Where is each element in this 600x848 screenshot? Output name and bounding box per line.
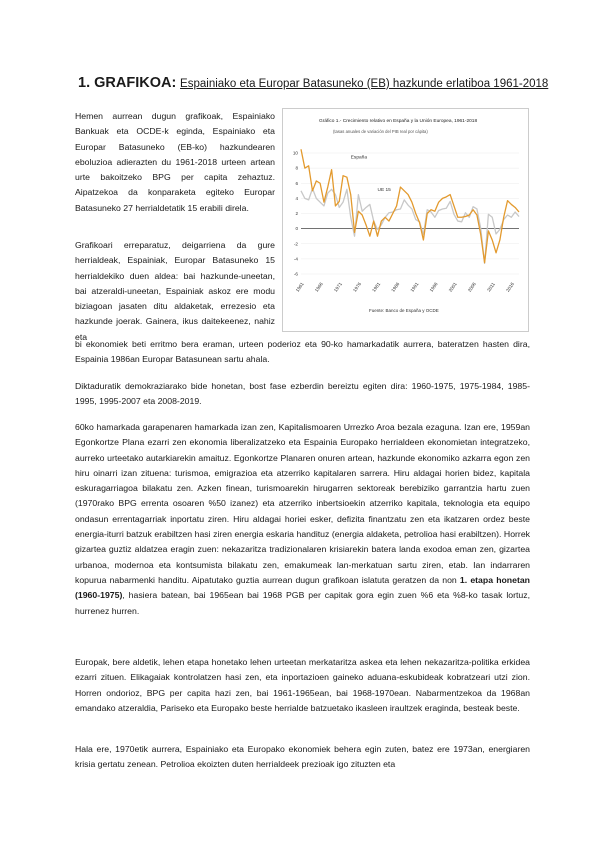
paragraph-intro: Hemen aurrean dugun grafikoak, Espainiako Bankuak eta OCDE-k eginda, Espainiako eta Europar Batasuneko (EB-ko) hazkundearen eboluzioa adierazten du 1961-2018 urteen artean urte bakoitzeko BPG per capita zehaztuz. Aipatzekoa da konparaketa egiteko Europar Batasuneko 27 herrialdetatik 15 erabili direla. (75, 111, 275, 213)
growth-chart-svg (283, 109, 528, 331)
sixties-text-start: 60ko hamarkada garapenaren hamarkada izan zen, Kapitalismoaren Urrezko Aroa bezala ezaguna. Izan ere, 1959an Egonkortze Plana ezarri zen ekonomia liberalizatzeko eta Espainia Europako herrialdeen ekonomietan integratzeko, aurreko urteetako autarkiarekin amaituz. Egonkortze Planaren onuren artean, hazkunde ekonomiko azkarra egon zen hiru oinarri izan zituena: turismoa, emigrazioa eta atzerriko kapitalaren sarrera. Hiru aldagai horien bidez, kapitala eskuragarriagoa bilakatu zen. Azken finean, turismoarekin hirugarren sektoreak berebiziko garrantzia hartu zuen (1970rako BPG errenta osoaren %50 izanez) eta atzerriko inbertsioekin atzerriko kapitala, teknologia eta equipo ondasun errentagarriak inportatu ziren. Hiru aldagai horiei esker, defizita finantzatu zen eta ikatzaren ordez beste energia-iturri batzuk erabiltzen hasi ziren energia eskaria handituz (energia aldaketa, petrolioa hasi erabiltzen). Horrek gizartea guztiz aldatzea eragin zuen: nekazaritza tradizionalaren krisiarekin batera landa exodoa eman zen, gizartea urbanoa, modernoa eta kontsumista bilakatu zen, emakumeak lan-merkatuan sartu ziren, etab. Ian indarraren kopurua nabarmenki handitu. Aipatutako guztia aurrean dugun grafikoan islatuta geratzen da non (75, 422, 530, 585)
x-tick-label: 1986 (390, 281, 401, 293)
y-tick-label: 8 (295, 165, 298, 171)
x-tick-label: 1976 (352, 281, 363, 293)
growth-chart (282, 108, 529, 332)
x-tick-label: 1971 (333, 281, 343, 293)
x-tick-label: 2006 (466, 281, 477, 293)
x-tick-label: 1961 (294, 281, 305, 293)
chart-subtitle: (tasas anuales de variación del PIB real por cápita) (333, 129, 428, 134)
y-tick-label: 0 (295, 226, 298, 232)
figure-subtitle: Espainiako eta Europar Batasuneko (EB) hazkunde erlatiboa 1961-2018 (180, 78, 549, 90)
x-tick-label: 2011 (486, 281, 496, 293)
series-line (301, 149, 519, 262)
figure-number: 1. GRAFIKOA: (78, 75, 177, 91)
x-tick-label: 2001 (447, 281, 458, 293)
x-tick-label: 1981 (371, 281, 382, 293)
y-tick-label: 2 (295, 211, 298, 217)
chart-title: Gráfico 1.- Crecimiento relativo en España y la Unión Europea, 1961-2018 (319, 119, 478, 124)
y-tick-label: -6 (293, 271, 298, 277)
paragraph-comparison: Grafikoari erreparatuz, deigarriena da gure herrialdeak, Espainiak, Europar Batasuneko 15 herrialdekiko duen aldea: bai hazkunde-uneetan, bai atzeraldi-uneetan, Espainiak askoz ere modu biziagoan jasaten ditu aldaketak, errezesio eta hazkunde joerak. Gainera, ikus daitekeenez, nahiz eta (75, 240, 275, 342)
chart-source: Fuente: Banco de España y OCDE (369, 308, 439, 313)
chart-labels-group (293, 151, 515, 293)
y-tick-label: -2 (293, 241, 298, 247)
paragraph-sixties (75, 420, 530, 619)
stage-one-highlight: 1. etapa honetan (1960-1975) (75, 574, 530, 601)
legend-label-eu15: UE 15 (377, 187, 391, 193)
paragraph-seventies: Hala ere, 1970etik aurrera, Espainiako eta Europako ekonomiek behera egin zuten, batez ere 1973an, energiaren krisia gertatu zenean. Petrolioa ekoizten duten herrialdeek prezioak igo zituzten eta (75, 744, 530, 770)
y-tick-label: -4 (293, 256, 298, 262)
chart-series-group (301, 149, 519, 263)
x-tick-label: 1991 (409, 281, 420, 293)
legend-label-spain: España (350, 155, 368, 161)
paragraph-europe: Europak, bere aldetik, lehen etapa honetako lehen urteetan merkataritza askea eta lehen nekazaritza-politika erkidea ezarri zituen. Elikagaiak kontrolatzen hasi zen, eta inportazioen gaineko aduana-eskubideak kobratzeari utzi zion. Horren ondorioz, BPG per capita hazi zen, bai 1961-1965ean, bai 1968-1970ean. Nabarmentzekoa da 1968an emandako atzeraldia, Pariseko eta Europako beste herrialde batzuetako ikasleen iraultzek eraginda, besteak beste. (75, 657, 530, 713)
y-tick-label: 6 (295, 180, 298, 186)
x-tick-label: 1966 (313, 281, 324, 293)
y-tick-label: 10 (292, 150, 298, 156)
chart-grid (301, 153, 519, 274)
page-title (78, 75, 548, 91)
paragraph-phases: Diktaduratik demokraziarako bide honetan, bost fase ezberdin bereiztu egiten dira: 1960-1975, 1975-1984, 1985-1995, 1995-2007 eta 2008-2019. (75, 381, 530, 407)
paragraph-comparison-cont: bi ekonomiek beti erritmo bera eraman, urteen poderioz eta 90-ko hamarkadatik aurrera, bateratzen hasten dira, Espainia 1986an Europar Batasunean sartu ahala. (75, 339, 530, 365)
x-tick-label: 1996 (428, 281, 439, 293)
y-tick-label: 4 (295, 195, 298, 201)
sixties-text-end: , hasiera batean, bai 1965ean bai 1968 PGB per capitak gora egin zuen %6 eta %8-ko tasak lortuz, hurrenez hurren. (75, 590, 530, 616)
x-tick-label: 2016 (505, 281, 516, 293)
